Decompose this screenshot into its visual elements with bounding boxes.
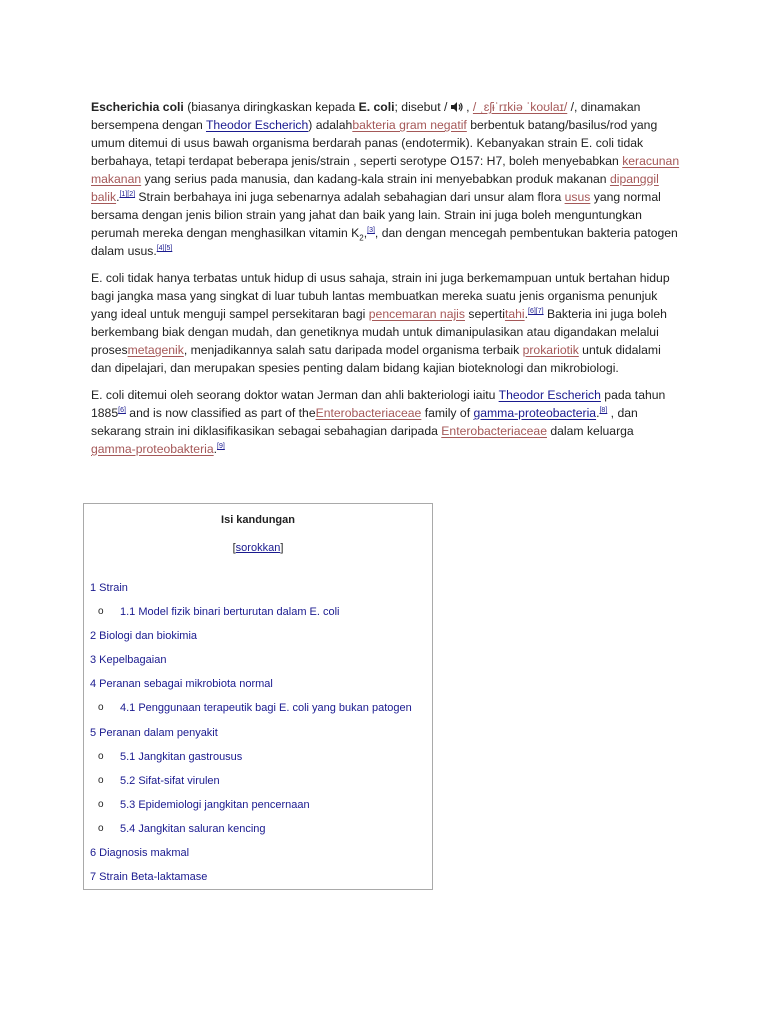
- link-gamma-proteobacteria[interactable]: gamma-proteobacteria: [473, 406, 597, 420]
- toc-item-label[interactable]: 5.1 Jangkitan gastrousus: [120, 750, 243, 763]
- text: yang normal bersama dengan jenis bilion strain yang jahat dan baik yang lain. Strain ini juga boleh menguntungkan perumah mereka dengan menghasilkan vitamin K: [91, 190, 661, 240]
- paragraph-discovery: [91, 386, 681, 458]
- link-keracunan-makanan[interactable]: keracunan makanan: [91, 154, 680, 186]
- toc-item-label[interactable]: 5.4 Jangkitan saluran kencing: [120, 822, 266, 835]
- toc-item[interactable]: [84, 677, 432, 701]
- text: .: [596, 406, 600, 420]
- toc-item[interactable]: [84, 726, 432, 750]
- toc-item-label[interactable]: 5.3 Epidemiologi jangkitan pencernaan: [120, 798, 310, 811]
- toc-subitem[interactable]: [84, 750, 432, 774]
- link-usus[interactable]: usus: [564, 190, 591, 204]
- text: ,: [462, 100, 470, 114]
- bullet: o: [98, 798, 104, 810]
- paragraph-habitat: [91, 269, 681, 377]
- text: and is now classified as part of the: [125, 406, 316, 420]
- reference-link[interactable]: [3]: [367, 227, 375, 234]
- text: family of: [421, 406, 474, 420]
- reference[interactable]: [367, 227, 375, 234]
- link-metagenik[interactable]: metagenik: [127, 343, 184, 357]
- toc-item[interactable]: [84, 846, 432, 870]
- article-term: Escherichia coli: [91, 100, 184, 114]
- toc-item-label[interactable]: 7 Strain Beta-laktamase: [90, 871, 208, 884]
- text: dalam keluarga: [546, 424, 634, 438]
- article-body: [91, 98, 681, 467]
- link-enterobacteriaceae[interactable]: Enterobacteriaceae: [315, 406, 422, 420]
- text: /, dinamakan bersempena dengan: [91, 100, 641, 132]
- text: berbentuk batang/basilus/rod yang umum ditemui di usus bawah organisma berdarah panas (endotermik). Kebanyakan strain E. coli tidak berbahaya, tetapi terdapat beberapa jenis/strain , seperti serotype O157: H7, boleh menyebabkan: [91, 118, 658, 168]
- toc-list: [84, 581, 432, 894]
- bullet: o: [98, 822, 104, 834]
- text: ) adalah: [308, 118, 353, 132]
- link-dipanggil-balik[interactable]: dipanggil balik: [91, 172, 659, 204]
- toc-title: Isi kandungan: [221, 514, 295, 526]
- toc-item[interactable]: [84, 870, 432, 894]
- bracket: [: [232, 542, 236, 554]
- toc-subitem[interactable]: [84, 774, 432, 798]
- text: .: [116, 190, 120, 204]
- toc-item-label[interactable]: 6 Diagnosis makmal: [90, 847, 190, 860]
- toc-subitem[interactable]: [84, 605, 432, 629]
- reference-link[interactable]: [1][2]: [119, 191, 136, 198]
- vitamin-subscript: 2: [359, 233, 364, 243]
- link-gamma-proteobakteria[interactable]: gamma-proteobakteria: [91, 442, 214, 456]
- text: , dan sekarang strain ini diklasifikasikan sebagai sebahagian daripada: [91, 406, 638, 438]
- reference-link[interactable]: [4][5]: [156, 245, 173, 252]
- text: ,: [363, 226, 368, 240]
- toc-item-label[interactable]: 3 Kepelbagaian: [90, 654, 167, 667]
- bullet: o: [98, 774, 104, 786]
- toc-subitem[interactable]: [84, 798, 432, 822]
- text: E. coli ditemui oleh seorang doktor watan Jerman dan ahli bakteriologi iaitu: [91, 388, 499, 402]
- reference[interactable]: [119, 191, 135, 198]
- text: Strain berbahaya ini juga sebenarnya adalah sebahagian dari unsur alam flora: [135, 190, 565, 204]
- toc-item-label[interactable]: 1.1 Model fizik binari berturutan dalam E. coli: [120, 606, 340, 619]
- link-pencemaran-najis[interactable]: pencemaran najis: [368, 307, 465, 321]
- reference[interactable]: [217, 443, 225, 450]
- text: yang serius pada manusia, dan kadang-kala strain ini menyebabkan produk makanan: [141, 172, 610, 186]
- link-bakteria-gram-negatif[interactable]: bakteria gram negatif: [352, 118, 467, 132]
- link-theodor-escherich[interactable]: Theodor Escherich: [205, 118, 309, 132]
- reference[interactable]: [118, 407, 126, 414]
- toc-subitem[interactable]: [84, 822, 432, 846]
- text: E. coli tidak hanya terbatas untuk hidup di usus sahaja, strain ini juga berkemampuan untuk bertahan hidup bagi jangka masa yang singkat di luar tubuh lantas membuatkan mereka suatu jenis organisma penunjuk yang ideal untuk menguji sampel persekitaran bagi: [91, 271, 670, 321]
- text: ; disebut /: [394, 100, 451, 114]
- table-of-contents: [83, 503, 433, 890]
- article-abbr: E. coli: [358, 100, 395, 114]
- link-prokariotik[interactable]: prokariotik: [522, 343, 579, 357]
- ipa-link[interactable]: / ˌɛʃɨˈrɪkiə ˈkoʊlaɪ/: [472, 100, 568, 114]
- text: untuk didalami dan dipelajari, dan merupakan spesies penting dalam bidang kajian bioteknologi dan mikrobiologi.: [91, 343, 661, 375]
- bullet: o: [98, 750, 104, 762]
- toc-item-label[interactable]: 5.2 Sifat-sifat virulen: [120, 774, 220, 787]
- toc-item-label[interactable]: 5 Peranan dalam penyakit: [90, 726, 218, 739]
- toc-item-label[interactable]: 4 Peranan sebagai mikrobiota normal: [90, 678, 273, 691]
- toc-toggle: [84, 542, 432, 554]
- bullet: o: [98, 606, 104, 618]
- toc-hide-link[interactable]: sorokkan: [235, 542, 281, 554]
- toc-item[interactable]: [84, 581, 432, 605]
- text: .: [213, 442, 218, 456]
- text: seperti: [464, 307, 505, 321]
- reference-link[interactable]: [8]: [599, 407, 608, 414]
- toc-item[interactable]: [84, 629, 432, 653]
- bracket: ]: [280, 542, 284, 554]
- paragraph-intro: [91, 98, 681, 260]
- reference-link[interactable]: [9]: [217, 443, 225, 450]
- toc-item-label[interactable]: 2 Biologi dan biokimia: [90, 630, 198, 643]
- toc-item-label[interactable]: 1 Strain: [90, 582, 128, 594]
- toc-item[interactable]: [84, 653, 432, 677]
- text: pada tahun 1885: [91, 388, 666, 420]
- toc-subitem[interactable]: [84, 701, 432, 725]
- reference[interactable]: [528, 308, 544, 315]
- link-enterobacteriaceae[interactable]: Enterobacteriaceae: [441, 424, 547, 438]
- reference-link[interactable]: [6][7]: [528, 308, 544, 315]
- bullet: o: [98, 702, 104, 714]
- text: , dan dengan mencegah pembentukan bakteria patogen dalam usus.: [91, 226, 678, 258]
- text: Bakteria ini juga boleh berkembang biak dengan mudah, dan genetiknya mudah untuk dimanipulasikan atau digandakan melalui proses: [91, 307, 667, 357]
- link-tahi[interactable]: tahi: [504, 307, 525, 321]
- reference-link[interactable]: [6]: [118, 407, 126, 414]
- reference[interactable]: [157, 245, 173, 252]
- text: (biasanya diringkaskan kepada: [183, 100, 359, 114]
- link-theodor-escherich[interactable]: Theodor Escherich: [498, 388, 601, 402]
- speaker-icon[interactable]: [451, 99, 463, 109]
- text: , menjadikannya salah satu daripada model organisma terbaik: [183, 343, 523, 357]
- toc-item-label[interactable]: 4.1 Penggunaan terapeutik bagi E. coli yang bukan patogen: [120, 702, 412, 715]
- text: .: [524, 307, 528, 321]
